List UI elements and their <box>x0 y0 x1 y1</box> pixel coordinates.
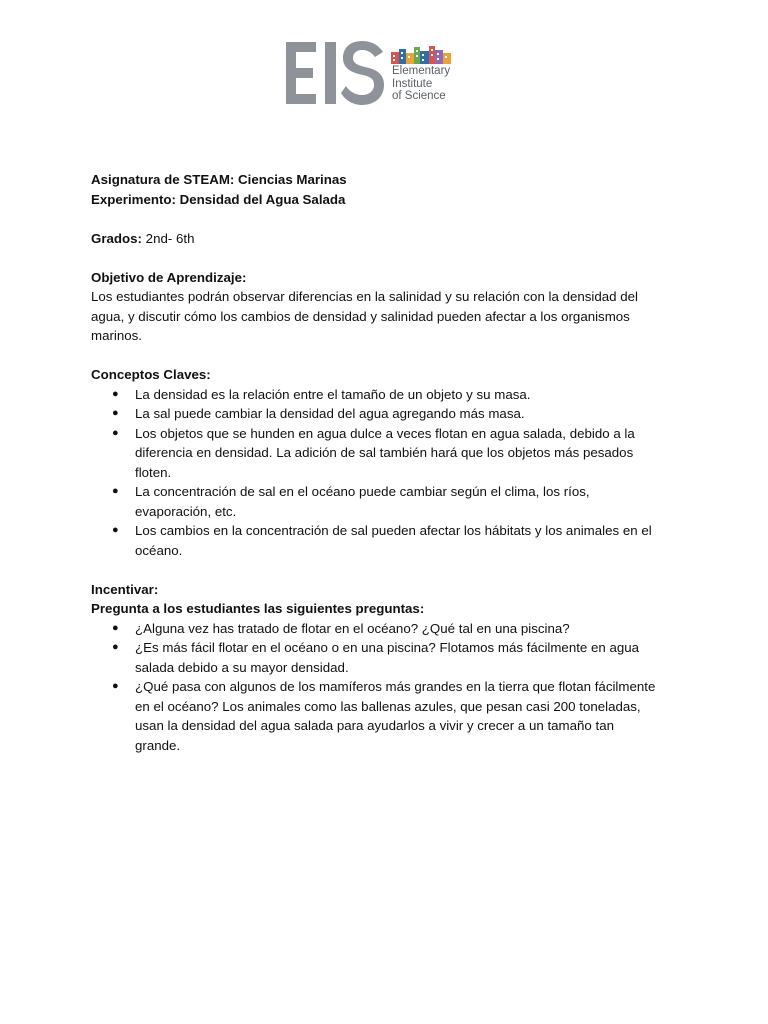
objective-heading: Objetivo de Aprendizaje: <box>91 269 247 285</box>
list-item-line: en el océano? Los animales como las ballenas azules, que pesan casi 200 toneladas, <box>135 698 641 714</box>
list-item <box>91 424 691 483</box>
list-item-line: La concentración de sal en el océano puede cambiar según el clima, los ríos, <box>135 484 590 499</box>
grades-value: 2nd- 6th <box>141 230 195 246</box>
logo-wordmark <box>392 65 450 103</box>
list-item <box>91 404 691 424</box>
bullet-icon: ● <box>112 524 119 536</box>
list-item <box>91 521 691 560</box>
list-item-line: ¿Alguna vez has tratado de flotar en el océano? ¿Qué tal en una piscina? <box>135 620 570 636</box>
list-item-line: diferencia en densidad. La adición de sal también hará que los objetos más pesados <box>135 445 634 460</box>
document-body <box>91 170 691 755</box>
list-item-line: usan la densidad del agua salada para ayudarlos a vivir y crecer a un tamaño tan <box>135 718 614 733</box>
list-item-line: floten. <box>135 464 172 480</box>
logo-line: Elementary <box>392 65 451 77</box>
logo-line: Institute <box>392 77 433 90</box>
list-item-line: La sal puede cambiar la densidad del agua agregando más masa. <box>135 406 525 421</box>
bullet-icon: ● <box>112 387 119 400</box>
bullet-icon: ● <box>112 407 119 419</box>
list-item-line: ¿Es más fácil flotar en el océano o en una piscina? Flotamos más fácilmente en agua <box>135 640 640 655</box>
bullet-icon: ● <box>112 426 119 439</box>
list-item-line: Los objetos que se hunden en agua dulce a veces flotan en agua salada, debido a la <box>135 425 635 441</box>
experiment-title: Experimento: Densidad del Agua Salada <box>91 191 346 207</box>
list-item <box>91 385 691 405</box>
list-item-line: La densidad es la relación entre el tamaño de un objeto y su masa. <box>135 386 531 402</box>
bullet-icon: ● <box>112 485 119 497</box>
bullet-icon: ● <box>112 641 119 653</box>
engage-heading: Incentivar: <box>91 581 159 597</box>
grades-line <box>91 229 691 249</box>
city-skyline-icon <box>391 44 451 64</box>
eis-logo <box>286 40 456 108</box>
key-concepts-list <box>91 385 691 561</box>
objective-line: Los estudiantes podrán observar diferencias en la salinidad y su relación con la densidad del <box>91 289 638 304</box>
list-item-line: ¿Qué pasa con algunos de los mamíferos más grandes en la tierra que flotan fácilmente <box>135 679 656 694</box>
list-item-line: grande. <box>135 737 181 753</box>
list-item-line: salada debido a su mayor densidad. <box>135 659 349 675</box>
eis-letters-logo <box>286 40 384 106</box>
list-item <box>91 619 691 639</box>
list-item <box>91 677 691 755</box>
subject-title: Asignatura de STEAM: Ciencias Marinas <box>91 172 347 187</box>
key-concepts-heading: Conceptos Claves: <box>91 367 211 382</box>
logo-line: of Science <box>392 90 446 102</box>
objective-line: agua, y discutir cómo los cambios de densidad y salinidad pueden afectar a los organismos <box>91 308 630 324</box>
list-item-line: evaporación, etc. <box>135 503 237 519</box>
grades-label: Grados: <box>91 230 142 246</box>
list-item <box>91 482 691 521</box>
bullet-icon: ● <box>112 680 119 692</box>
objective-line: marinos. <box>91 328 142 343</box>
bullet-icon: ● <box>112 621 119 634</box>
list-item-line: Los cambios en la concentración de sal pueden afectar los hábitats y los animales en el <box>135 523 652 538</box>
list-item <box>91 638 691 677</box>
engage-subheading: Pregunta a los estudiantes las siguientes preguntas: <box>91 601 425 616</box>
objective-paragraph <box>91 287 691 346</box>
list-item-line: océano. <box>135 542 183 558</box>
engage-questions-list <box>91 619 691 756</box>
